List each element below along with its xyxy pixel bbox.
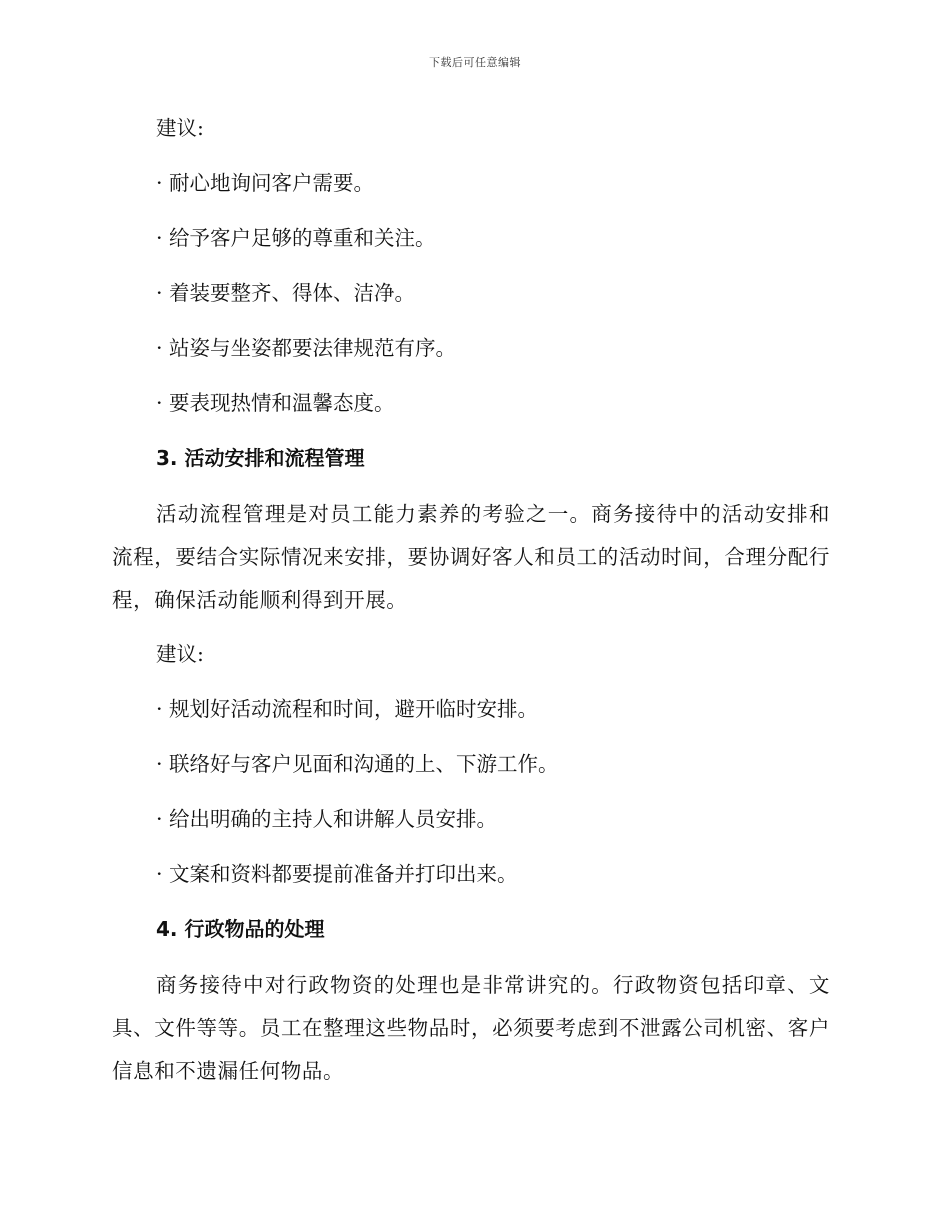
bullet-item: · 规划好活动流程和时间，避开临时安排。: [156, 697, 539, 721]
document-body: [112, 108, 830, 1105]
suggestion-label: 建议:: [156, 116, 204, 140]
bullet-item: · 着装要整齐、得体、洁净。: [156, 281, 416, 305]
section-heading: 3. 活动安排和流程管理: [156, 446, 365, 470]
bullet-item: · 给出明确的主持人和讲解人员安排。: [156, 807, 498, 831]
bullet-item: · 站姿与坐姿都要法律规范有序。: [156, 336, 457, 360]
bullet-item: · 给予客户足够的尊重和关注。: [156, 226, 436, 250]
body-paragraph: 活动流程管理是对员工能力素养的考验之一。商务接待中的活动安排和流程，要结合实际情况来安排，要协调好客人和员工的活动时间，合理分配行程，确保活动能顺利得到开展。: [112, 502, 830, 612]
body-paragraph: 商务接待中对行政物资的处理也是非常讲究的。行政物资包括印章、文具、文件等等。员工在整理这些物品时，必须要考虑到不泄露公司机密、客户信息和不遗漏任何物品。: [112, 973, 830, 1083]
bullet-item: · 文案和资料都要提前准备并打印出来。: [156, 862, 518, 886]
suggestion-label: 建议:: [156, 642, 204, 666]
section-heading: 4. 行政物品的处理: [156, 917, 325, 941]
page-header-note: 下载后可任意编辑: [429, 56, 521, 69]
bullet-item: · 要表现热情和温馨态度。: [156, 391, 395, 415]
bullet-item: · 联络好与客户见面和沟通的上、下游工作。: [156, 752, 559, 776]
bullet-item: · 耐心地询问客户需要。: [156, 171, 375, 195]
